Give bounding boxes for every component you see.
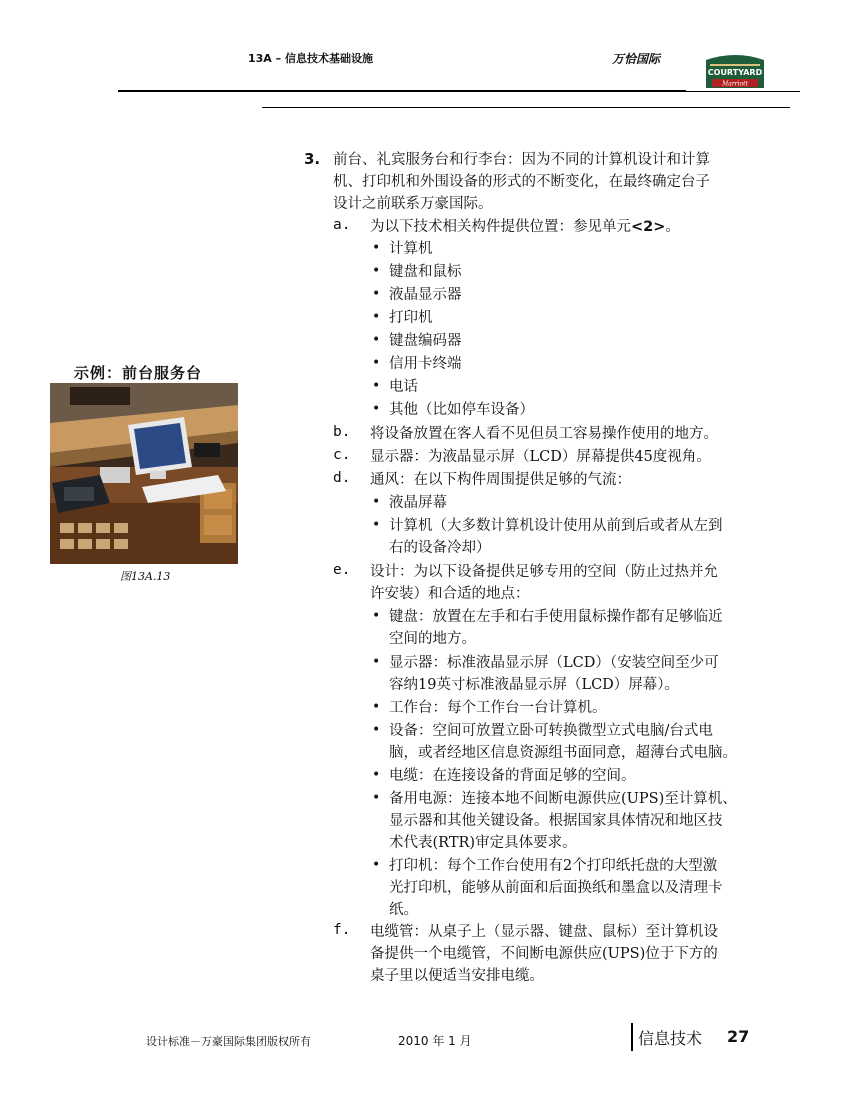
item-d-bullet-2-line-1: 计算机（大多数计算机设计使用从前到后或者从左到 <box>389 518 723 534</box>
item-e-bullet-7-line-3: 纸。 <box>389 902 418 918</box>
item-a-bullet-6: 信用卡终端 <box>389 356 462 372</box>
item-d-text: 通风：在以下构件周围提供足够的气流： <box>370 472 631 488</box>
header-rule-right <box>686 91 800 92</box>
courtyard-logo <box>702 52 768 92</box>
item-e-bullet-6-line-3: 术代表(RTR)审定具体要求。 <box>389 835 577 851</box>
header-rule <box>118 90 686 92</box>
item-e-bullet-6-line-1: 备用电源：连接本地不间断电源供应(UPS)至计算机、 <box>389 791 737 807</box>
bullet-icon: • <box>372 654 381 670</box>
bullet-icon: • <box>372 355 381 371</box>
figure-number: 图13A.13 <box>120 570 171 583</box>
bullet-icon: • <box>372 857 381 873</box>
bullet-icon: • <box>372 378 381 394</box>
item-f-line-3: 桌子里以便适当安排电缆。 <box>370 968 544 984</box>
footer-section-name: 信息技术 <box>638 1029 703 1048</box>
bullet-icon: • <box>372 517 381 533</box>
item-b-text: 将设备放置在客人看不见但员工容易操作使用的地方。 <box>370 426 718 442</box>
logo-text-top: COURTYARD <box>707 68 763 77</box>
item-e-bullet-1-line-1: 键盘：放置在左手和右手使用鼠标操作都有足够临近 <box>389 609 723 625</box>
item-a-bullet-7: 电话 <box>389 379 418 395</box>
item-b-letter: b. <box>333 424 351 440</box>
bullet-icon: • <box>372 699 381 715</box>
item-a-bullet-4: 打印机 <box>389 310 433 326</box>
section-number: 3. <box>304 150 321 168</box>
item-a-bullet-8: 其他（比如停车设备） <box>389 402 534 418</box>
item-e-bullet-4-line-2: 脑，或者经地区信息资源组书面同意，超薄台式电脑。 <box>389 745 737 761</box>
footer-date: 2010 年 1 月 <box>398 1034 472 1048</box>
header-chapter-title: 13A – 信息技术基础设施 <box>248 52 373 65</box>
section-intro-line-2: 机、打印机和外围设备的形式的不断变化，在最终确定台子 <box>333 174 710 190</box>
footer-divider <box>631 1023 633 1051</box>
item-a-bullet-3: 液晶显示器 <box>389 287 462 303</box>
item-e-bullet-1-line-2: 空间的地方。 <box>389 631 476 647</box>
item-a-bullet-2: 键盘和鼠标 <box>389 264 462 280</box>
bullet-icon: • <box>372 263 381 279</box>
front-desk-photo <box>50 383 238 564</box>
bullet-icon: • <box>372 286 381 302</box>
item-d-bullet-2-line-2: 右的设备冷却） <box>389 540 491 556</box>
bullet-icon: • <box>372 608 381 624</box>
bullet-icon: • <box>372 790 381 806</box>
bullet-icon: • <box>372 309 381 325</box>
item-e-line-2: 许安装）和合适的地点： <box>370 586 530 602</box>
item-e-bullet-7-line-1: 打印机：每个工作台使用有2个打印纸托盘的大型激 <box>389 858 718 874</box>
bullet-icon: • <box>372 722 381 738</box>
item-d-bullet-1: 液晶屏幕 <box>389 495 447 511</box>
item-e-bullet-2-line-2: 容纳19英寸标准液晶显示屏（LCD）屏幕）。 <box>389 677 680 693</box>
section-intro-line-3: 设计之前联系万豪国际。 <box>333 196 493 212</box>
item-c-text: 显示器：为液晶显示屏（LCD）屏幕提供45度视角。 <box>370 449 711 465</box>
logo-text-bottom: Marriott <box>722 80 748 88</box>
content-top-rule <box>262 107 790 108</box>
item-f-letter: f. <box>333 922 351 938</box>
bullet-icon: • <box>372 332 381 348</box>
section-intro-line-1: 前台、礼宾服务台和行李台：因为不同的计算机设计和计算 <box>333 152 710 168</box>
item-e-bullet-2-line-1: 显示器：标准液晶显示屏（LCD）（安装空间至少可 <box>389 655 719 671</box>
header-brand-name: 万恰国际 <box>612 52 661 66</box>
item-d-letter: d. <box>333 470 351 486</box>
item-e-bullet-5: 电缆：在连接设备的背面足够的空间。 <box>389 768 636 784</box>
item-e-letter: e. <box>333 562 351 578</box>
page-number: 27 <box>727 1027 750 1046</box>
item-a-letter: a. <box>333 217 351 233</box>
bullet-icon: • <box>372 401 381 417</box>
item-a-bullet-1: 计算机 <box>389 241 433 257</box>
item-a-bullet-5: 键盘编码器 <box>389 333 462 349</box>
bullet-icon: • <box>372 240 381 256</box>
figure-caption: 示例：前台服务台 <box>74 364 203 382</box>
bullet-icon: • <box>372 494 381 510</box>
unit-reference: <2> <box>631 219 666 235</box>
item-f-line-1: 电缆管：从桌子上（显示器、键盘、鼠标）至计算机设 <box>370 924 718 940</box>
footer-copyright: 设计标准－万豪国际集团版权所有 <box>146 1035 311 1048</box>
bullet-icon: • <box>372 767 381 783</box>
item-e-line-1: 设计：为以下设备提供足够专用的空间（防止过热并允 <box>370 564 718 580</box>
item-f-line-2: 备提供一个电缆管，不间断电源供应(UPS)位于下方的 <box>370 946 718 962</box>
item-c-letter: c. <box>333 447 351 463</box>
item-e-bullet-7-line-2: 光打印机，能够从前面和后面换纸和墨盒以及清理卡 <box>389 880 723 896</box>
item-e-bullet-6-line-2: 显示器和其他关键设备。根据国家具体情况和地区技 <box>389 813 723 829</box>
item-a-text: 为以下技术相关构件提供位置：参见单元<2>。 <box>370 219 680 235</box>
item-e-bullet-4-line-1: 设备：空间可放置立卧可转换微型立式电脑/台式电 <box>389 723 713 739</box>
item-e-bullet-3: 工作台：每个工作台一台计算机。 <box>389 700 607 716</box>
